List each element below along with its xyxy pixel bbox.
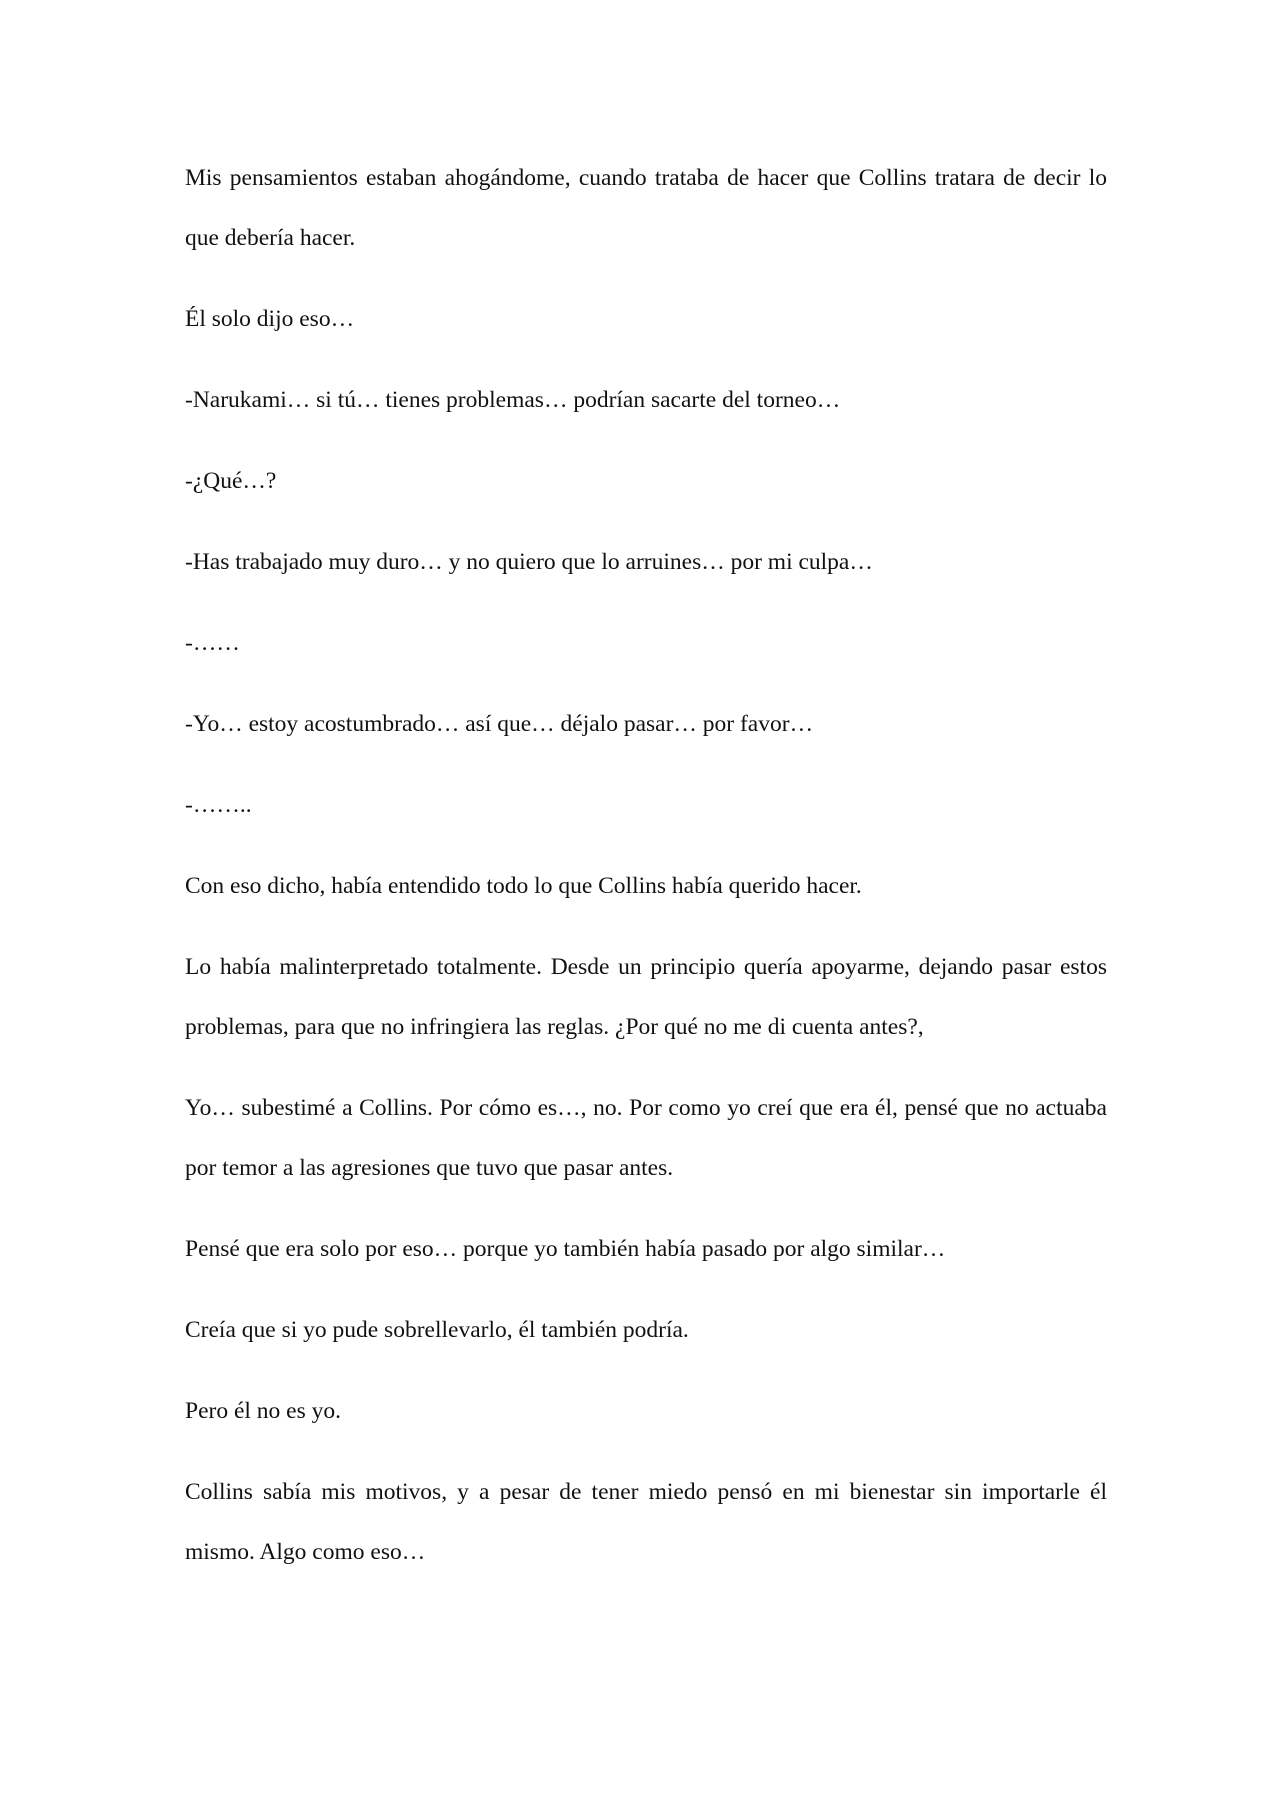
paragraph: Mis pensamientos estaban ahogándome, cuando trataba de hacer que Collins tratara de decir lo que debería hacer.: [185, 165, 1107, 251]
paragraph: Creía que si yo pude sobrellevarlo, él también podría.: [185, 1317, 689, 1343]
dialogue-line: -……..: [185, 792, 252, 818]
dialogue-line: -Yo… estoy acostumbrado… así que… déjalo pasar… por favor…: [185, 711, 814, 737]
body-text: [185, 148, 1107, 1603]
paragraph: Pensé que era solo por eso… porque yo también había pasado por algo similar…: [185, 1236, 946, 1262]
paragraph: Con eso dicho, había entendido todo lo que Collins había querido hacer.: [185, 873, 862, 899]
dialogue-line: -Has trabajado muy duro… y no quiero que lo arruines… por mi culpa…: [185, 549, 873, 575]
dialogue-line: -……: [185, 630, 240, 656]
paragraph: Lo había malinterpretado totalmente. Desde un principio quería apoyarme, dejando pasar estos problemas, para que no infringiera las reglas. ¿Por qué no me di cuenta antes?,: [185, 954, 1107, 1040]
paragraph: Collins sabía mis motivos, y a pesar de tener miedo pensó en mi bienestar sin importarle él mismo. Algo como eso…: [185, 1479, 1107, 1565]
paragraph: Él solo dijo eso…: [185, 306, 355, 332]
dialogue-line: -¿Qué…?: [185, 468, 277, 494]
dialogue-line: -Narukami… si tú… tienes problemas… podrían sacarte del torneo…: [185, 387, 841, 413]
paragraph: Yo… subestimé a Collins. Por cómo es…, no. Por como yo creí que era él, pensé que no actuaba por temor a las agresiones que tuvo que pasar antes.: [185, 1095, 1107, 1181]
paragraph: Pero él no es yo.: [185, 1398, 341, 1424]
